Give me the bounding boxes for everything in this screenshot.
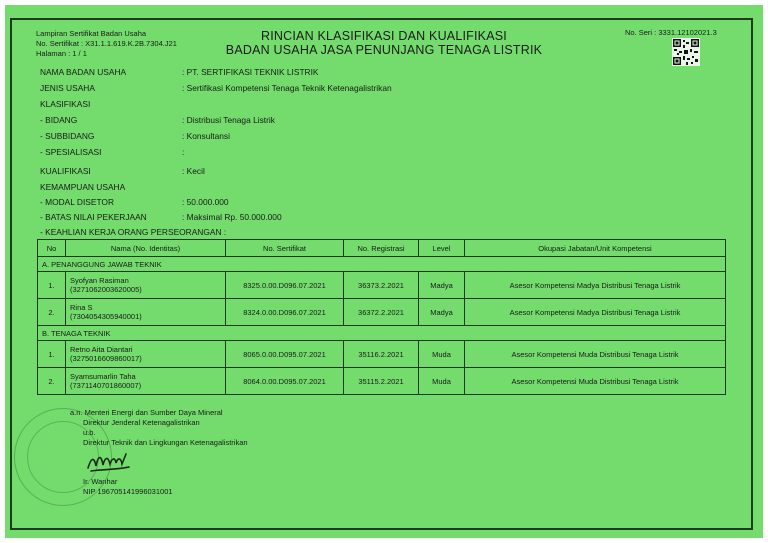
signature-line-4: Direktur Teknik dan Lingkungan Ketenagalistrikan: [83, 438, 248, 447]
row-level: Madya: [419, 272, 465, 299]
row-no: 2.: [38, 299, 66, 326]
row-certificate: 8325.0.00.D096.07.2021: [226, 272, 344, 299]
row-identity: (3271062003620005): [70, 285, 142, 294]
row-occupation: Asesor Kompetensi Madya Distribusi Tenaga Listrik: [465, 299, 726, 326]
subfield-value: : Konsultansi: [182, 131, 230, 141]
business-type-value: : Sertifikasi Kompetensi Tenaga Teknik Ketenagalistrikan: [182, 83, 392, 93]
row-level: Muda: [419, 368, 465, 395]
business-capability-label: KEMAMPUAN USAHA: [40, 182, 126, 192]
document-title-line1: RINCIAN KLASIFIKASI DAN KUALIFIKASI: [261, 29, 507, 43]
capital-value: : 50.000.000: [182, 197, 229, 207]
signature-line-3: u.b.: [83, 428, 96, 437]
row-certificate: 8324.0.00.D096.07.2021: [226, 299, 344, 326]
row-name: Rina S: [70, 303, 93, 312]
table-row: [38, 272, 726, 299]
row-name: Syamsumarlin Taha: [70, 372, 136, 381]
signatory-name: Ir. Wanhar: [83, 477, 118, 486]
classification-label: KLASIFIKASI: [40, 99, 91, 109]
row-registration: 35116.2.2021: [344, 341, 419, 368]
row-registration: 36372.2.2021: [344, 299, 419, 326]
row-name-cell: [66, 272, 226, 299]
personnel-expertise-label: - KEAHLIAN KERJA ORANG PERSEORANGAN :: [40, 227, 227, 237]
row-level: Madya: [419, 299, 465, 326]
row-certificate: 8064.0.00.D095.07.2021: [226, 368, 344, 395]
personnel-table: [37, 239, 726, 395]
specialization-label: - SPESIALISASI: [40, 147, 102, 157]
field-value: : Distribusi Tenaga Listrik: [182, 115, 275, 125]
table-row: [38, 368, 726, 395]
lampiran-text: Lampiran Sertifikat Badan Usaha: [36, 29, 147, 38]
row-no: 1.: [38, 272, 66, 299]
qualification-label: KUALIFIKASI: [40, 166, 91, 176]
capital-label: - MODAL DISETOR: [40, 197, 114, 207]
header-level: Level: [419, 240, 465, 257]
section-row: [38, 257, 726, 272]
field-label: - BIDANG: [40, 115, 78, 125]
handwritten-signature: [85, 448, 135, 476]
row-registration: 35115.2.2021: [344, 368, 419, 395]
row-certificate: 8065.0.00.D095.07.2021: [226, 341, 344, 368]
row-occupation: Asesor Kompetensi Muda Distribusi Tenaga Listrik: [465, 368, 726, 395]
header-certificate: No. Sertifikat: [226, 240, 344, 257]
work-limit-label: - BATAS NILAI PEKERJAAN: [40, 212, 147, 222]
page-number: Halaman : 1 / 1: [36, 49, 87, 58]
row-identity: (3275016609860017): [70, 354, 142, 363]
row-name-cell: [66, 368, 226, 395]
table-header-row: [38, 240, 726, 257]
business-type-label: JENIS USAHA: [40, 83, 95, 93]
header-occupation: Okupasi Jabatan/Unit Kompetensi: [465, 240, 726, 257]
row-no: 2.: [38, 368, 66, 395]
serial-number: No. Seri : 3331.12102021.3: [625, 28, 717, 37]
row-occupation: Asesor Kompetensi Muda Distribusi Tenaga Listrik: [465, 341, 726, 368]
table-row: [38, 341, 726, 368]
qr-code-icon: [672, 38, 700, 66]
row-identity: (7371140701860007): [70, 381, 142, 390]
row-name-cell: [66, 341, 226, 368]
subfield-label: - SUBBIDANG: [40, 131, 95, 141]
signature-line-2: Direktur Jenderal Ketenagalistrikan: [83, 418, 200, 427]
row-no: 1.: [38, 341, 66, 368]
document-title-line2: BADAN USAHA JASA PENUNJANG TENAGA LISTRIK: [225, 43, 543, 57]
company-name-value: : PT. SERTIFIKASI TEKNIK LISTRIK: [182, 67, 319, 77]
row-registration: 36373.2.2021: [344, 272, 419, 299]
table-row: [38, 299, 726, 326]
row-name: Retno Aita Diantari: [70, 345, 133, 354]
row-level: Muda: [419, 341, 465, 368]
row-name: Syofyan Rasiman: [70, 276, 129, 285]
header-registration: No. Registrasi: [344, 240, 419, 257]
qualification-value: : Kecil: [182, 166, 205, 176]
specialization-value: :: [182, 147, 185, 157]
company-name-label: NAMA BADAN USAHA: [40, 67, 127, 77]
section-a-title: A. PENANGGUNG JAWAB TEKNIK: [38, 257, 726, 272]
header-no: No: [38, 240, 66, 257]
signature-line-1: a.n. Menteri Energi dan Sumber Daya Mineral: [70, 408, 223, 417]
row-occupation: Asesor Kompetensi Madya Distribusi Tenaga Listrik: [465, 272, 726, 299]
section-row: [38, 326, 726, 341]
section-b-title: B. TENAGA TEKNIK: [38, 326, 726, 341]
header-name: Nama (No. Identitas): [66, 240, 226, 257]
signatory-nip: NIP 196705141996031001: [83, 487, 173, 496]
work-limit-value: : Maksimal Rp. 50.000.000: [182, 212, 282, 222]
row-name-cell: [66, 299, 226, 326]
certificate-number: No. Sertifikat : X31.1.1.619.K.2B.7304.J21: [36, 39, 177, 48]
row-identity: (7304054305940001): [70, 312, 142, 321]
